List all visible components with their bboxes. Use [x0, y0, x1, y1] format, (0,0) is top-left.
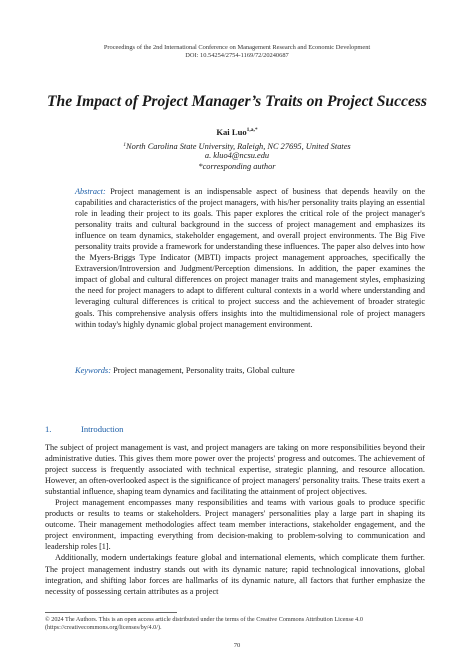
abstract-label: Abstract:	[75, 187, 106, 196]
affiliation-institution: North Carolina State University, Raleigh, NC 27695, United States	[126, 142, 351, 151]
affiliation-email: a. kluo4@ncsu.edu	[204, 151, 270, 160]
paper-title: The Impact of Project Manager’s Traits on Project Success	[47, 93, 427, 110]
proceedings-header: Proceedings of the 2nd International Conference on Management Research and Economic Development	[103, 44, 371, 51]
paragraph: The subject of project management is vast, and project managers are taking on more responsibilities beyond their administrative duties. This gives them more power over the projects' progress and outcomes. The achievement of project success is frequently associated with technical expertise, strategic planning, and resource allocation. However, an often-overlooked aspect is the significance of project managers' personality traits. These traits exert a substantial influence, shaping team dynamics and facilitating the attainment of project objectives.	[45, 443, 425, 497]
page-number: 70	[233, 642, 241, 649]
section-title: Introduction	[81, 424, 124, 434]
section-heading	[45, 424, 425, 435]
keywords-text: Project management, Personality traits, Global culture	[113, 366, 295, 375]
abstract-text: Project management is an indispensable aspect of business that depends heavily on the capabilities and characteristics of the project managers, with his/her personality traits playing an essential role in leading their project to its goals. This paper explores the critical role of the project manager's personality traits and cultural background in the success of project management and emphasizes its influence on team dynamics, stakeholder engagement, and overall project environments. The Big Five personality traits provide a framework for understanding these influences. The paper also delves into how the Myers-Briggs Type Indicator (MBTI) impacts project management approaches, specifically the Extraversion/Introversion and Judgment/Perception dimensions. In addition, the paper examines the impact of global and cultural differences on project manager traits and management styles, emphasizing the need for project managers to adapt to different cultural contexts in a world where understanding and leveraging cultural differences is critical to project success and the achievement of broader strategic goals. This comprehensive analysis offers insights into the multidimensional role of project managers within today's highly dynamic global project management environment.	[75, 187, 425, 329]
keywords	[75, 365, 425, 376]
abstract	[75, 186, 425, 330]
paragraph: Project management encompasses many responsibilities and teams with various goals to produce specific products or results to teams or stakeholders. Project managers' personalities play a large part in shaping its outcome. Their management methodologies affect team member interactions, stakeholder engagement, and the project environment, impacting everything from decision-making to problem-solving to communication and leadership roles [1].	[45, 498, 425, 552]
license-footnote: © 2024 The Authors. This is an open access article distributed under the terms of the Creative Commons Attribution License 4.0 (https://creativecommons.org/licenses/by/4.0/).	[45, 616, 363, 631]
corresponding-author-note: *corresponding author	[198, 162, 276, 171]
footnote-divider	[45, 612, 177, 613]
introduction-body	[45, 442, 425, 597]
author-marks: 1,a,*	[246, 127, 258, 133]
author-line	[0, 125, 474, 137]
section-number: 1.	[45, 424, 52, 434]
doi-header: DOI: 10.54254/2754-1169/72/20240687	[185, 52, 289, 59]
paragraph: Additionally, modern undertakings feature global and international elements, which complicate them further. The project management industry stands out with its dynamic nature; rapid technological innovations, global integration, and shifting labor forces are hallmarks of its dynamic nature, all factors that further emphasize the necessity of possessing certain attributes as a project	[45, 553, 425, 596]
keywords-label: Keywords:	[75, 366, 111, 375]
author-name: Kai Luo	[216, 127, 247, 137]
affiliation-mark: 1	[123, 142, 127, 148]
